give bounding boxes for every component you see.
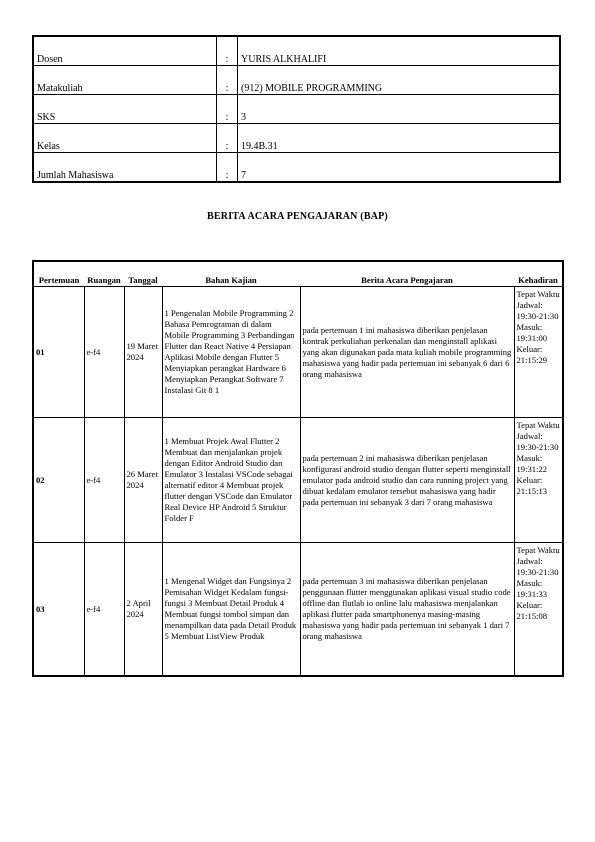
cell-ruangan: e-f4 xyxy=(84,543,124,677)
info-value: YURIS ALKHALIFI xyxy=(238,36,561,66)
cell-tanggal: 19 Maret 2024 xyxy=(124,287,162,418)
info-separator: : xyxy=(217,95,238,124)
info-separator: : xyxy=(217,36,238,66)
cell-berita-acara: pada pertemuan 1 ini mahasiswa diberikan penjelasan kontrak perkuliahan perkenalan dan menginstall aplikasi yang akan digunakan pada mata kuliah mobile programming mahasiswa yang hadir pada pertemuan ini sebanyak 6 dari 6 orang mahasiswa xyxy=(300,287,514,418)
info-row-matakuliah xyxy=(33,66,560,95)
header-tanggal: Tanggal xyxy=(124,261,162,287)
header-pertemuan: Pertemuan xyxy=(33,261,84,287)
info-row-sks xyxy=(33,95,560,124)
cell-bahan-kajian: 1 Pengenalan Mobile Programming 2 Bahasa Pemrograman di dalam Mobile Programming 3 Perbandingan Flutter dan React Native 4 Persiapan Aplikasi Mobile dengan Flutter 5 Menyiapkan perangkat Hardware 6 Menyiapkan Perangkat Software 7 Instalasi Git 8 1 xyxy=(162,287,300,418)
info-label: SKS xyxy=(33,95,217,124)
cell-kehadiran: Tepat Waktu Jadwal: 19:30-21:30 Masuk: 19:31:33 Keluar: 21:15:08 xyxy=(514,543,563,677)
cell-bahan-kajian: 1 Mengenal Widget dan Fungsinya 2 Pemisahan Widget Kedalam fungsi- fungsi 3 Membuat Detail Produk 4 Membuat fungsi tombol simpan dan menampilkan data pada Detail Produk 5 Membuat ListView Produk xyxy=(162,543,300,677)
header-kehadiran: Kehadiran xyxy=(514,261,563,287)
cell-berita-acara: pada pertemuan 2 ini mahasiswa diberikan penjelasan konfigurasi android studio dengan flutter seperti menginstall emulator pada android studio dan cara running project yang dibuat kedalam emulator tersebut mahasiswa yang hadir pada pertemuan ini sebanyak 3 dari 7 orang mahasiswa xyxy=(300,418,514,543)
cell-bahan-kajian: 1 Membuat Projek Awal Flutter 2 Membuat dan menjalankan projek dengan Editor Android Studio dan Emulator 3 Instalasi VSCode sebagai alternatif editor 4 Membuat projek flutter dengan VSCode dan Emulator Real Device HP Android 5 Struktur Folder F xyxy=(162,418,300,543)
info-separator: : xyxy=(217,66,238,95)
bap-table xyxy=(32,260,564,677)
document-title: BERITA ACARA PENGAJARAN (BAP) xyxy=(207,211,388,222)
info-row-jumlah-mahasiswa xyxy=(33,153,560,183)
info-label: Jumlah Mahasiswa xyxy=(33,153,217,183)
cell-ruangan: e-f4 xyxy=(84,287,124,418)
cell-pertemuan: 03 xyxy=(33,543,84,677)
header-berita-acara: Berita Acara Pengajaran xyxy=(300,261,514,287)
table-row xyxy=(33,287,563,418)
info-label: Matakuliah xyxy=(33,66,217,95)
bap-header-row xyxy=(33,261,563,287)
info-label: Kelas xyxy=(33,124,217,153)
cell-kehadiran: Tepat Waktu Jadwal: 19:30-21:30 Masuk: 19:31:22 Keluar: 21:15:13 xyxy=(514,418,563,543)
cell-tanggal: 26 Maret 2024 xyxy=(124,418,162,543)
info-row-kelas xyxy=(33,124,560,153)
cell-pertemuan: 01 xyxy=(33,287,84,418)
cell-ruangan: e-f4 xyxy=(84,418,124,543)
cell-tanggal: 2 April 2024 xyxy=(124,543,162,677)
info-row-dosen xyxy=(33,36,560,66)
info-value: 19.4B.31 xyxy=(238,124,561,153)
cell-berita-acara: pada pertemuan 3 ini mahasiswa diberikan penjelasan penggunaan flutter menggunakan aplikasi visual studio code offline dan flutlab io online lalu mahasiswa menjalankan aplikasi flutter pada smartphonenya masing-masing mahasiswa yang hadir pada pertemuan ini sebanyak 1 dari 7 orang mahasiswa xyxy=(300,543,514,677)
info-separator: : xyxy=(217,153,238,183)
info-value: 7 xyxy=(238,153,561,183)
info-value: 3 xyxy=(238,95,561,124)
course-info-table xyxy=(32,35,561,183)
table-row xyxy=(33,543,563,677)
info-label: Dosen xyxy=(33,36,217,66)
cell-pertemuan: 02 xyxy=(33,418,84,543)
header-bahan-kajian: Bahan Kajian xyxy=(162,261,300,287)
table-row xyxy=(33,418,563,543)
info-value: (912) MOBILE PROGRAMMING xyxy=(238,66,561,95)
info-separator: : xyxy=(217,124,238,153)
header-ruangan: Ruangan xyxy=(84,261,124,287)
cell-kehadiran: Tepat Waktu Jadwal: 19:30-21:30 Masuk: 19:31:00 Keluar: 21:15:29 xyxy=(514,287,563,418)
